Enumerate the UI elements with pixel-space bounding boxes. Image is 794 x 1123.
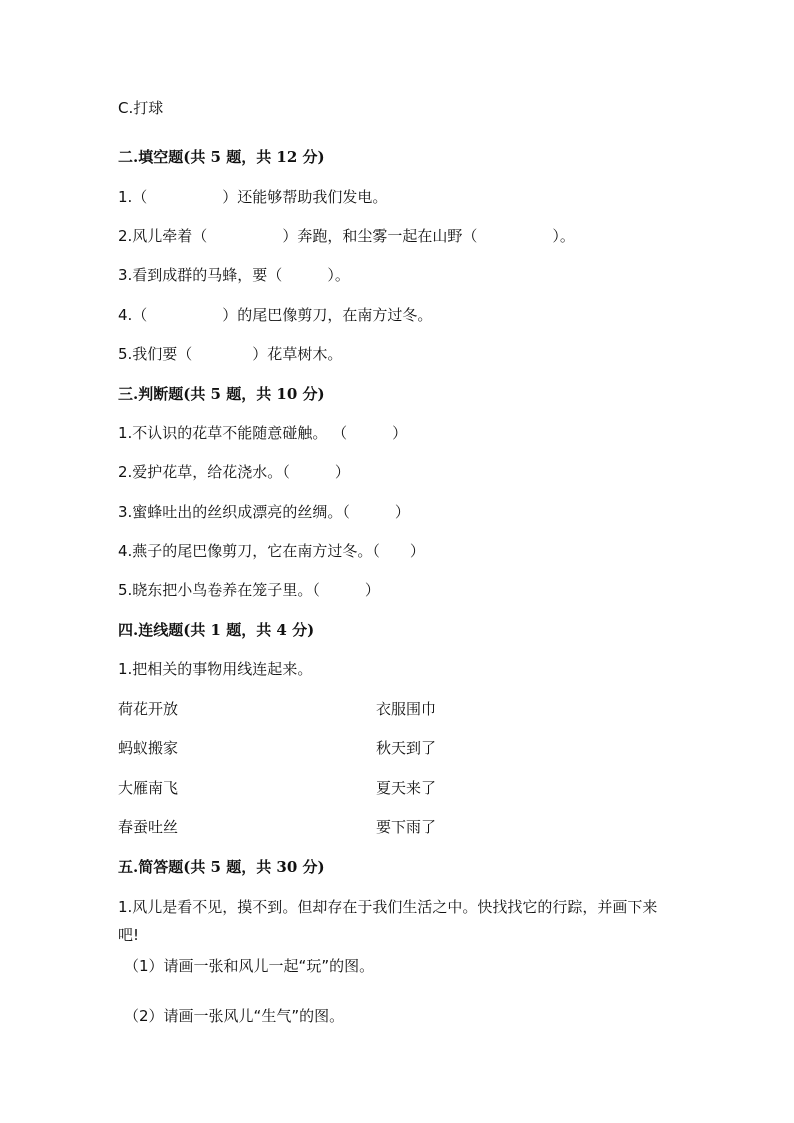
true-false-q1: 1.不认识的花草不能随意碰触。 （ ） <box>118 424 408 442</box>
matching-left-item: 大雁南飞 <box>118 779 179 797</box>
fill-blank-q3: 3.看到成群的马蜂，要（ ）。 <box>118 266 350 284</box>
matching-left-item: 蚂蚁搬家 <box>118 739 179 757</box>
option-c: C.打球 <box>118 99 164 117</box>
section-heading-fill-blank: 二.填空题(共 5 题，共 12 分) <box>118 148 325 166</box>
section-heading-true-false: 三.判断题(共 5 题，共 10 分) <box>118 385 325 403</box>
fill-blank-q4: 4.（ ）的尾巴像剪刀，在南方过冬。 <box>118 306 433 324</box>
matching-right-item: 要下雨了 <box>376 818 437 836</box>
matching-right-item: 夏天来了 <box>376 779 437 797</box>
matching-right-item: 衣服围巾 <box>376 700 437 718</box>
matching-instruction: 1.把相关的事物用线连起来。 <box>118 660 313 678</box>
matching-left-item: 荷花开放 <box>118 700 179 718</box>
true-false-q4: 4.燕子的尾巴像剪刀，它在南方过冬。（ ） <box>118 542 425 560</box>
short-answer-q1: 1.风儿是看不见，摸不到。但却存在于我们生活之中。快找找它的行踪，并画下来吧! <box>118 898 658 944</box>
matching-right-item: 秋天到了 <box>376 739 437 757</box>
true-false-q3: 3.蜜蜂吐出的丝织成漂亮的丝绸。（ ） <box>118 503 410 521</box>
section-heading-matching: 四.连线题(共 1 题，共 4 分) <box>118 621 315 639</box>
fill-blank-q5: 5.我们要（ ）花草树木。 <box>118 345 343 363</box>
short-answer-sub2: （2）请画一张风儿“生气”的图。 <box>124 1007 345 1025</box>
fill-blank-q1: 1.（ ）还能够帮助我们发电。 <box>118 188 388 206</box>
short-answer-sub1: （1）请画一张和风儿一起“玩”的图。 <box>124 957 375 975</box>
true-false-q5: 5.晓东把小鸟卷养在笼子里。（ ） <box>118 581 380 599</box>
true-false-q2: 2.爱护花草，给花浇水。（ ） <box>118 463 350 481</box>
fill-blank-q2: 2.风儿牵着（ ）奔跑，和尘雾一起在山野（ ）。 <box>118 227 575 245</box>
matching-left-item: 春蚕吐丝 <box>118 818 179 836</box>
section-heading-short-answer: 五.简答题(共 5 题，共 30 分) <box>118 858 325 876</box>
